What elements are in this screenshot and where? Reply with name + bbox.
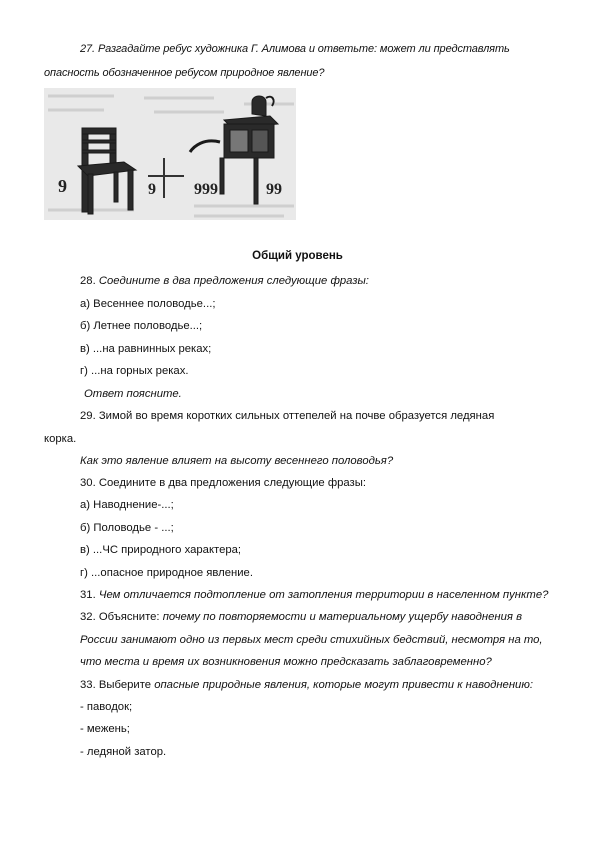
rebus-commas-1: 9 [58, 176, 67, 196]
q27-line-1: 27. Разгадайте ребус художника Г. Алимова и ответьте: может ли представлять [80, 43, 510, 55]
q28-item-b: б) Летнее половодье...; [80, 320, 203, 332]
q30-item-a: а) Наводнение-...; [80, 499, 174, 511]
q29-question: Как это явление влияет на высоту весеннего половодья? [80, 455, 394, 467]
q28-item-a: а) Весеннее половодье...; [80, 298, 216, 310]
q33-text: опасные природные явления, которые могут привести к наводнению: [154, 679, 533, 691]
rebus-drawing [44, 88, 296, 220]
q29-line-1: 29. Зимой во время коротких сильных оттепелей на почве образуется ледяная [80, 410, 495, 422]
q32-text-1: почему по повторяемости и материальному ущербу наводнения в [162, 611, 522, 623]
q28-item-c: в) ...на равнинных реках; [80, 343, 212, 355]
q33-number: 33. Выберите [80, 679, 152, 691]
q32-line-1 [80, 610, 522, 624]
q30-item-d: г) ...опасное природное явление. [80, 567, 253, 579]
q28-intro [80, 274, 369, 288]
rebus-commas-4: 99 [266, 181, 282, 198]
q28-item-d: г) ...на горных реках. [80, 365, 189, 377]
q33-intro [80, 678, 533, 692]
rebus-commas-3: 999 [194, 181, 218, 198]
rebus-image [44, 88, 296, 220]
q29-line-2: корка. [44, 433, 77, 445]
q28-explain: Ответ поясните. [84, 388, 182, 400]
rebus-commas-2: 9 [148, 181, 156, 198]
q32-line-2: России занимают одно из первых мест среди стихийных бедствий, несмотря на то, [80, 634, 543, 646]
q27-line-2: опасность обозначенное ребусом природное явление? [44, 67, 325, 79]
q30-item-c: в) ...ЧС природного характера; [80, 544, 242, 556]
q32-line-3: что места и время их возникновения можно предсказать заблаговременно? [80, 656, 492, 668]
chair-icon [78, 128, 136, 214]
q28-intro-text: Соедините в два предложения следующие фразы: [98, 275, 369, 287]
q32-number: 32. Объясните: [80, 611, 160, 623]
q33-item-1: - паводок; [80, 701, 133, 713]
q31-text: Чем отличается подтопление от затопления территории в населенном пункте? [98, 589, 549, 601]
q31 [80, 588, 548, 602]
q30-item-b: б) Половодье - ...; [80, 522, 174, 534]
q28-number: 28. [80, 275, 96, 287]
q31-number: 31. [80, 589, 96, 601]
q30-intro: 30. Соедините в два предложения следующие фразы: [80, 477, 366, 489]
section-heading: Общий уровень [252, 250, 343, 262]
q33-item-3: - ледяной затор. [80, 746, 167, 758]
q33-item-2: - межень; [80, 723, 130, 735]
